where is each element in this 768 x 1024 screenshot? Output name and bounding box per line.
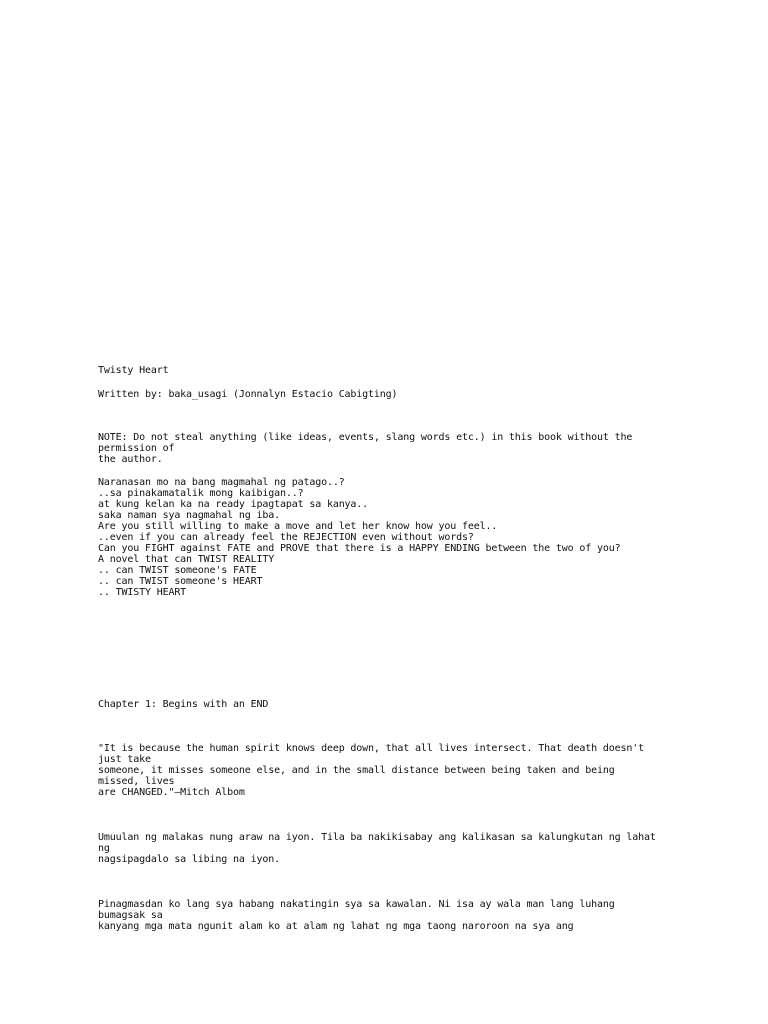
author-byline: Written by: baka_usagi (Jonnalyn Estacio Cabigting) <box>98 389 398 400</box>
blurb-line: at kung kelan ka na ready ipagtapat sa kanya.. <box>98 499 369 510</box>
paragraph-line: Umuulan ng malakas nung araw na iyon. Tila ba nakikisabay ang kalikasan sa kalungkutan ng lahat <box>98 832 656 843</box>
book-title: Twisty Heart <box>98 365 169 376</box>
byline-block <box>98 389 397 400</box>
paragraph-line: ng <box>98 843 110 854</box>
paragraph-line: bumagsak sa <box>98 910 163 921</box>
blurb-line: .. can TWIST someone's FATE <box>98 565 257 576</box>
note-line: the author. <box>98 454 163 465</box>
copyright-note <box>98 432 632 465</box>
quote-line: someone, it misses someone else, and in the small distance between being taken and being <box>98 765 615 776</box>
paragraph-line: Pinagmasdan ko lang sya habang nakatingin sya sa kawalan. Ni isa ay wala man lang luhang <box>98 899 615 910</box>
note-line: permission of <box>98 443 175 454</box>
quote-line: "It is because the human spirit knows deep down, that all lives intersect. That death doesn't <box>98 743 644 754</box>
chapter-title: Chapter 1: Begins with an END <box>98 699 269 710</box>
book-title-block <box>98 365 168 376</box>
epigraph-quote <box>98 743 644 798</box>
book-blurb <box>98 477 620 598</box>
quote-line: are CHANGED."—Mitch Albom <box>98 787 245 798</box>
paragraph-2 <box>98 899 615 932</box>
blurb-line: A novel that can TWIST REALITY <box>98 554 275 565</box>
chapter-heading-block <box>98 699 268 710</box>
blurb-line: saka naman sya nagmahal ng iba. <box>98 510 280 521</box>
blurb-line: Naranasan mo na bang magmahal ng patago..? <box>98 477 345 488</box>
blurb-line: ..even if you can already feel the REJECTION even without words? <box>98 532 474 543</box>
paragraph-line: nagsipagdalo sa libing na iyon. <box>98 854 280 865</box>
blurb-line: .. can TWIST someone's HEART <box>98 576 263 587</box>
blurb-line: ..sa pinakamatalik mong kaibigan..? <box>98 488 304 499</box>
paragraph-line: kanyang mga mata ngunit alam ko at alam ng lahat ng mga taong naroroon na sya ang <box>98 921 574 932</box>
blurb-line: .. TWISTY HEART <box>98 587 187 598</box>
blurb-line: Are you still willing to make a move and let her know how you feel.. <box>98 521 498 532</box>
note-line: NOTE: Do not steal anything (like ideas, events, slang words etc.) in this book without the <box>98 432 633 443</box>
blurb-line: Can you FIGHT against FATE and PROVE that there is a HAPPY ENDING between the two of you? <box>98 543 621 554</box>
paragraph-1 <box>98 832 656 865</box>
quote-line: just take <box>98 754 151 765</box>
quote-line: missed, lives <box>98 776 175 787</box>
